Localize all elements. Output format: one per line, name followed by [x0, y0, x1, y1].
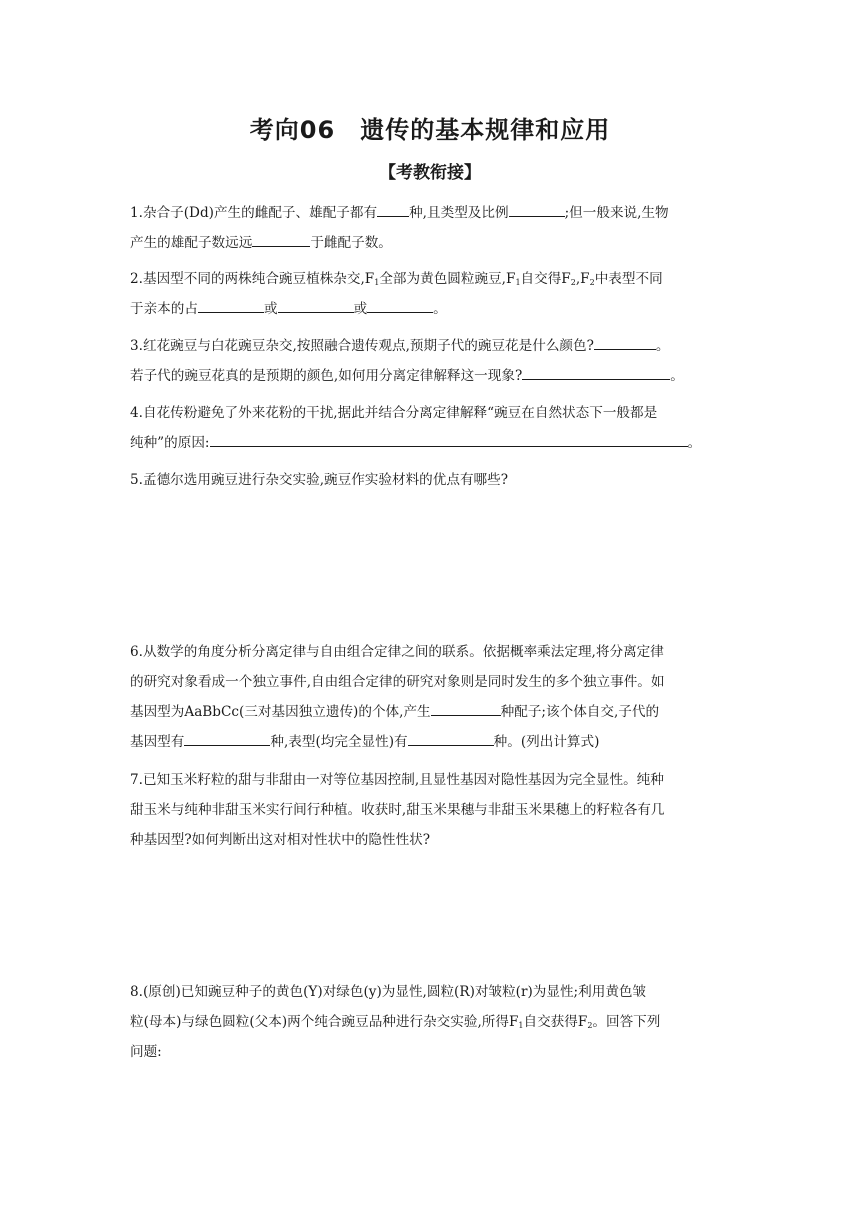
question-5: [130, 465, 732, 495]
question-text: 问题:: [130, 1044, 162, 1060]
answer-blank[interactable]: [198, 294, 264, 313]
question-text: 纯种”的原因:: [130, 435, 210, 451]
answer-blank[interactable]: [522, 361, 670, 380]
question-text: ,F: [575, 271, 590, 287]
question-3-line-2: [130, 361, 732, 391]
question-7: [130, 765, 732, 855]
question-text: 产生的雄配子数远远: [130, 235, 253, 251]
answer-blank[interactable]: [594, 331, 656, 350]
answer-blank[interactable]: [377, 198, 409, 217]
subscript: 2: [570, 278, 576, 287]
question-text: 或: [353, 301, 368, 317]
question-text: 。: [687, 435, 702, 451]
question-1: [130, 198, 732, 258]
question-1-line-2: [130, 228, 732, 258]
answer-blank[interactable]: [509, 198, 565, 217]
question-6-line-1: [130, 637, 732, 667]
question-text: 种,且类型及比例: [409, 205, 509, 221]
answer-blank[interactable]: [278, 294, 354, 313]
question-8-line-1: [130, 977, 732, 1007]
subscript: 2: [589, 278, 595, 287]
question-4-line-1: [130, 398, 732, 428]
question-text: 自交获得F: [523, 1014, 588, 1030]
question-text: 4.自花传粉避免了外来花粉的干扰,据此并结合分离定律解释“豌豆在自然状态下一般都是: [130, 405, 658, 421]
question-2-line-2: [130, 294, 732, 324]
question-text: 8.(原创)已知豌豆种子的黄色(Y)对绿色(y)为显性,圆粒(R)对皱粒(r)为显性;利用黄色皱: [130, 984, 647, 1000]
question-text: 1.杂合子(Dd)产生的雌配子、雄配子都有: [130, 205, 378, 221]
question-3: [130, 331, 732, 391]
question-text: 的研究对象看成一个独立事件,自由组合定律的研究对象则是同时发生的多个独立事件。如: [130, 674, 665, 690]
section-heading: 【考教衔接】: [379, 163, 481, 183]
question-text: 全部为黄色圆粒豌豆,F: [379, 271, 516, 287]
answer-blank[interactable]: [408, 727, 494, 746]
question-text: 。回答下列: [592, 1014, 661, 1030]
question-text: 甜玉米与纯种非甜玉米实行间行种植。收获时,甜玉米果穗与非甜玉米果穗上的籽粒各有几: [130, 802, 665, 818]
question-2: [130, 264, 732, 324]
question-text: 于亲本的占: [130, 301, 198, 317]
question-text: 。: [433, 301, 447, 317]
page-title: 考向06 遗传的基本规律和应用: [249, 116, 611, 144]
question-text: 粒(母本)与绿色圆粒(父本)两个纯合豌豆品种进行杂交实验,所得F: [130, 1014, 519, 1030]
question-6-line-4: [130, 727, 732, 757]
question-4-line-2: [130, 428, 732, 458]
question-text: 于雌配子数。: [310, 235, 392, 251]
subscript: 1: [374, 278, 380, 287]
question-text: 若子代的豌豆花真的是预期的颜色,如何用分离定律解释这一现象?: [130, 368, 523, 384]
question-7-line-2: [130, 795, 732, 825]
question-5-line-1: [130, 465, 732, 495]
question-text: 6.从数学的角度分析分离定律与自由组合定律之间的联系。依据概率乘法定理,将分离定律: [130, 644, 664, 660]
question-6-line-2: [130, 667, 732, 697]
question-7-line-3: [130, 825, 732, 855]
question-text: 基因型有: [130, 734, 185, 750]
question-text: 种,表型(均完全显性)有: [270, 734, 408, 750]
question-text: 自交得F: [520, 271, 571, 287]
question-text: 3.红花豌豆与白花豌豆杂交,按照融合遗传观点,预期子代的豌豆花是什么颜色?: [130, 338, 594, 354]
answer-blank[interactable]: [210, 428, 688, 447]
question-1-line-1: [130, 198, 732, 228]
question-text: 种基因型?如何判断出这对相对性状中的隐性性状?: [130, 832, 431, 848]
question-3-line-1: [130, 331, 732, 361]
question-text: 。: [655, 338, 670, 354]
question-8-line-3: [130, 1037, 732, 1067]
question-text: 7.已知玉米籽粒的甜与非甜由一对等位基因控制,且显性基因对隐性基因为完全显性。纯种: [130, 772, 664, 788]
question-text: 基因型为AaBbCc(三对基因独立遗传)的个体,产生: [130, 704, 431, 720]
question-text: 2.基因型不同的两株纯合豌豆植株杂交,F: [130, 271, 375, 287]
question-4: [130, 398, 732, 458]
subscript: 1: [518, 1021, 524, 1030]
question-text: 中表型不同: [594, 271, 663, 287]
answer-blank[interactable]: [431, 697, 501, 716]
question-text: 5.孟德尔选用豌豆进行杂交实验,豌豆作实验材料的优点有哪些?: [130, 472, 509, 488]
question-6: [130, 637, 732, 757]
answer-blank[interactable]: [184, 727, 270, 746]
answer-blank[interactable]: [252, 228, 310, 247]
question-text: 种配子;该个体自交,子代的: [500, 704, 660, 720]
question-text: 种。(列出计算式): [493, 734, 600, 750]
subscript: 1: [515, 278, 521, 287]
question-7-line-1: [130, 765, 732, 795]
question-text: 。: [670, 368, 684, 384]
question-8-line-2: [130, 1007, 732, 1037]
answer-blank[interactable]: [367, 294, 433, 313]
question-text: 或: [263, 301, 278, 317]
question-text: ;但一般来说,生物: [564, 205, 669, 221]
question-2-line-1: [130, 264, 732, 294]
subscript: 2: [587, 1021, 593, 1030]
question-8: [130, 977, 732, 1067]
question-6-line-3: [130, 697, 732, 727]
